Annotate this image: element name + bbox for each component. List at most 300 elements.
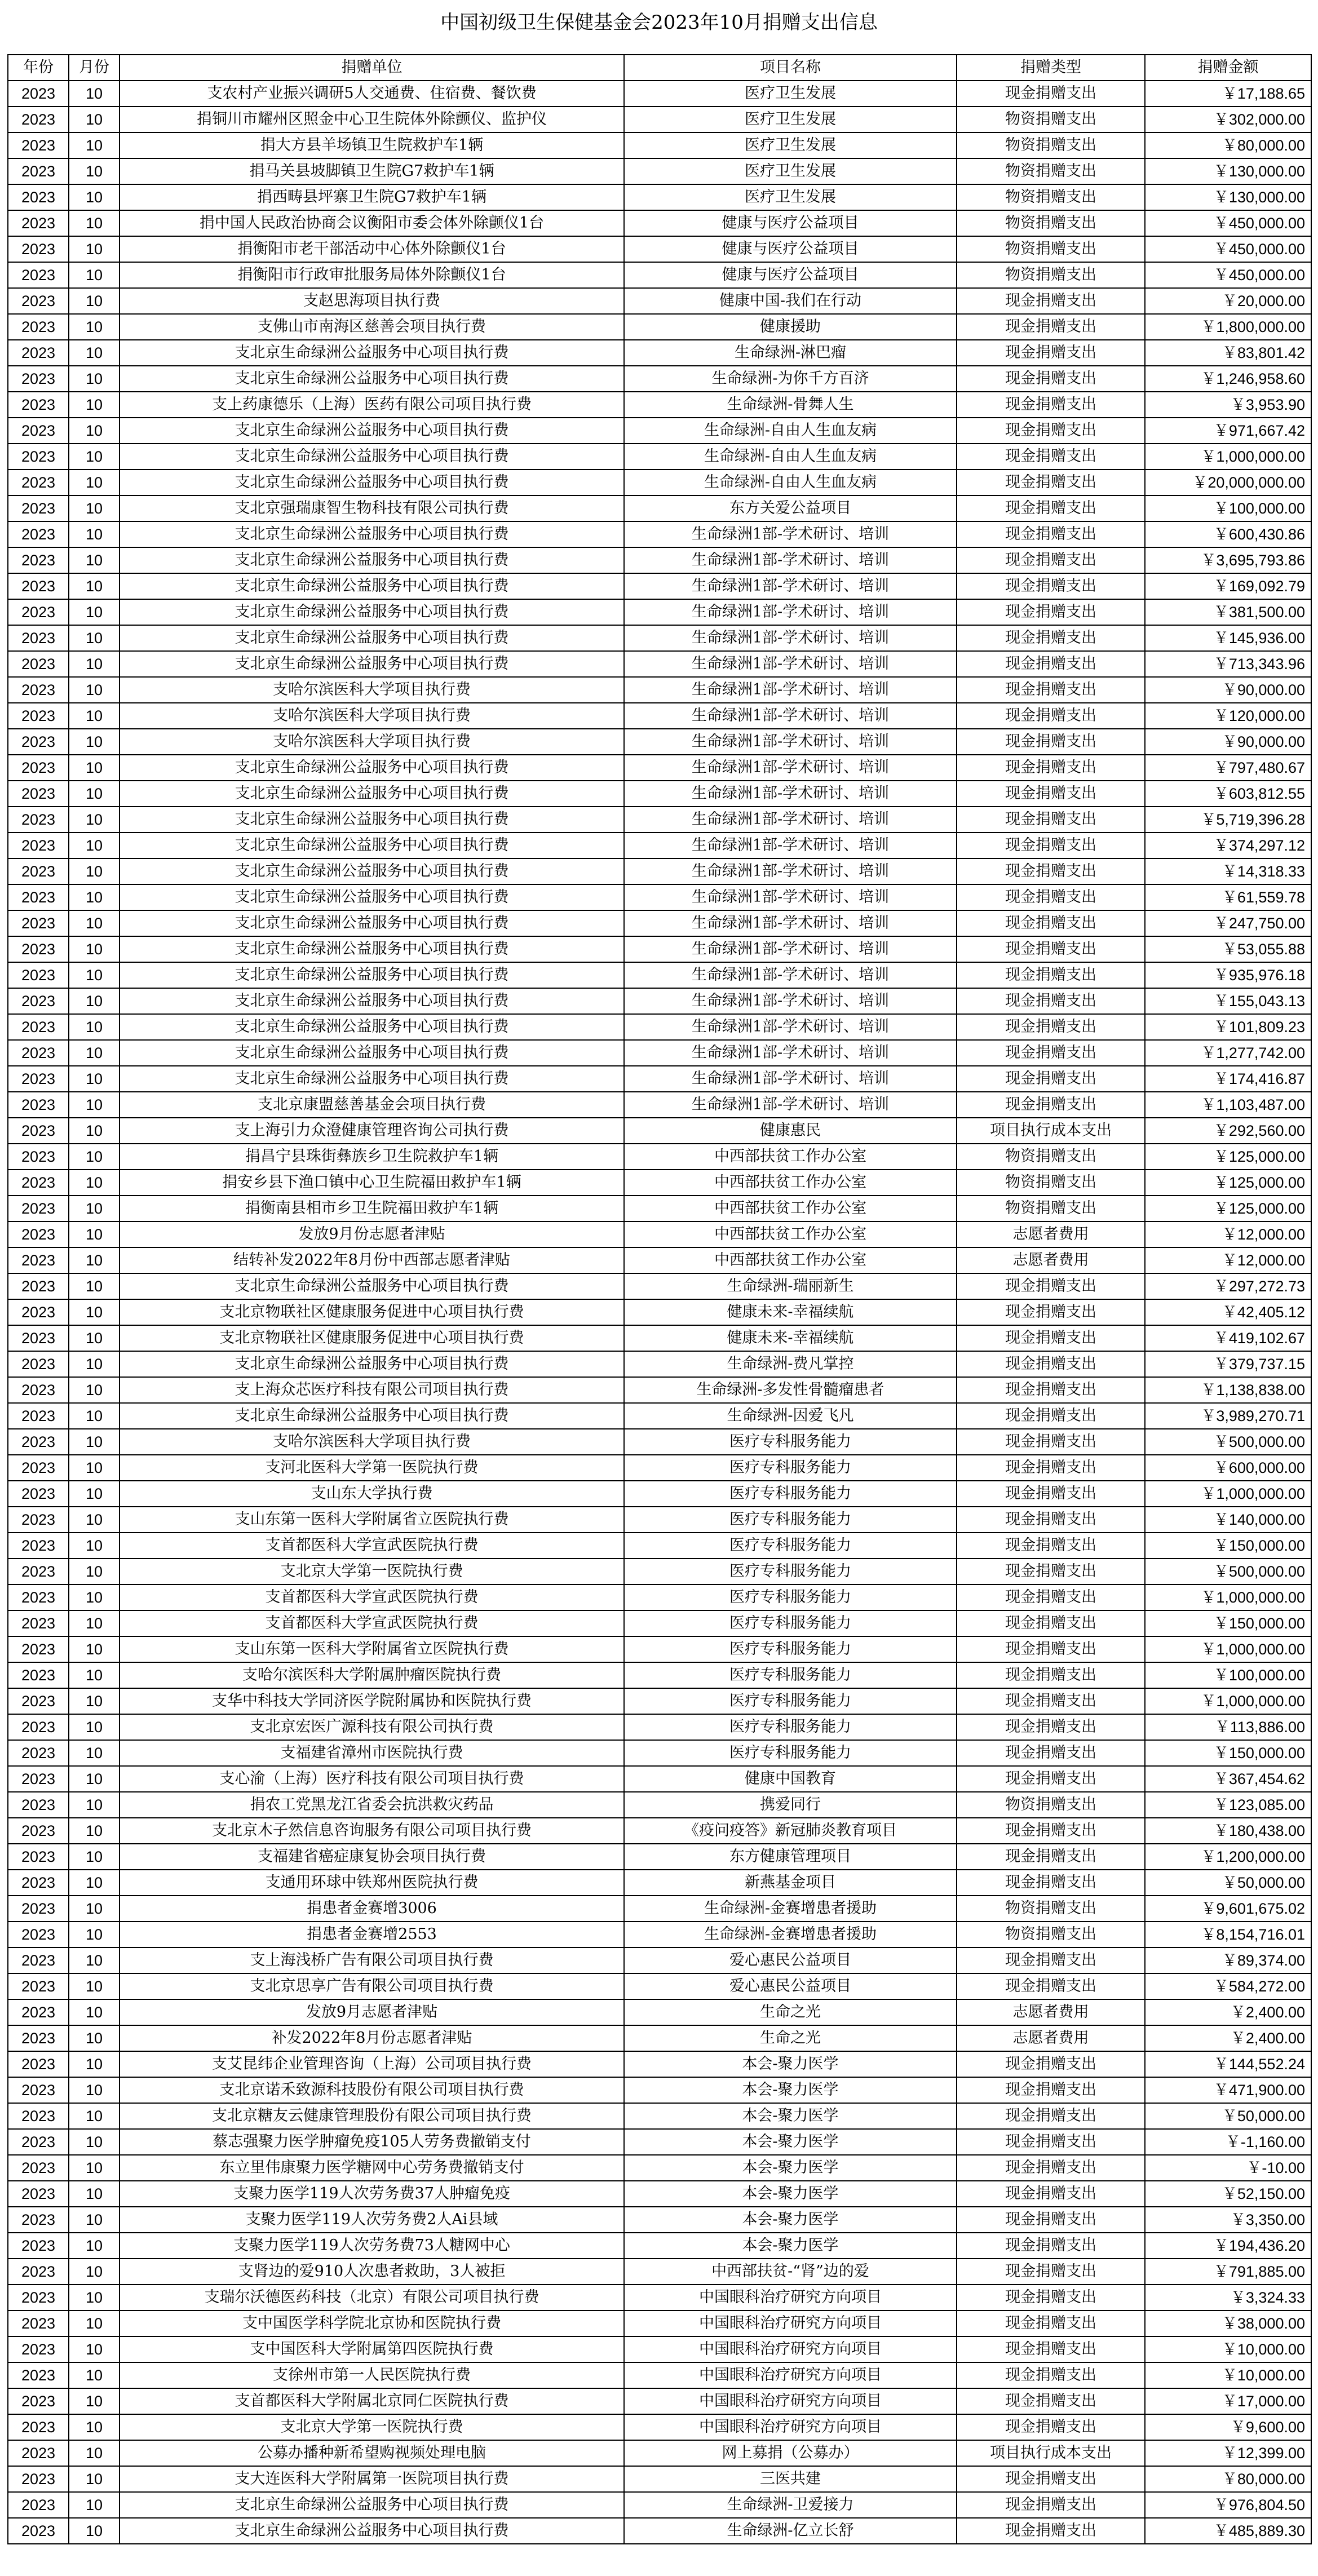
amount-cell: ￥42,405.12 (1145, 1299, 1311, 1325)
table-row (8, 962, 1311, 988)
month-cell: 10 (69, 807, 120, 833)
donor-cell: 支北京大学第一医院执行费 (120, 1559, 624, 1584)
table-row (8, 1014, 1311, 1040)
month-cell: 10 (69, 1273, 120, 1299)
month-cell: 10 (69, 2440, 120, 2466)
donor-cell: 支北京生命绿洲公益服务中心项目执行费 (120, 936, 624, 962)
amount-cell: ￥603,812.55 (1145, 781, 1311, 807)
type-cell: 现金捐赠支出 (957, 807, 1145, 833)
donor-cell: 支北京生命绿洲公益服务中心项目执行费 (120, 2492, 624, 2518)
project-cell: 中国眼科治疗研究方向项目 (624, 2362, 957, 2388)
table-row (8, 2103, 1311, 2129)
amount-cell: ￥584,272.00 (1145, 1973, 1311, 1999)
donor-cell: 补发2022年8月份志愿者津贴 (120, 2025, 624, 2051)
year-cell: 2023 (8, 107, 69, 132)
donor-cell: 捐安乡县下渔口镇中心卫生院福田救护车1辆 (120, 1170, 624, 1196)
type-cell: 现金捐赠支出 (957, 1455, 1145, 1481)
month-cell: 10 (69, 1429, 120, 1455)
type-cell: 现金捐赠支出 (957, 651, 1145, 677)
year-cell: 2023 (8, 2466, 69, 2492)
year-cell: 2023 (8, 1610, 69, 1636)
donor-cell: 支北京生命绿洲公益服务中心项目执行费 (120, 547, 624, 573)
project-cell: 健康中国教育 (624, 1766, 957, 1792)
donor-cell: 捐衡阳市行政审批服务局体外除颤仪1台 (120, 262, 624, 288)
amount-cell: ￥1,103,487.00 (1145, 1092, 1311, 1118)
project-cell: 新燕基金项目 (624, 1870, 957, 1896)
table-row (8, 1403, 1311, 1429)
month-cell: 10 (69, 2207, 120, 2233)
donor-cell: 支北京生命绿洲公益服务中心项目执行费 (120, 988, 624, 1014)
project-cell: 生命绿洲1部-学术研讨、培训 (624, 781, 957, 807)
month-cell: 10 (69, 755, 120, 781)
amount-cell: ￥140,000.00 (1145, 1507, 1311, 1533)
project-cell: 医疗专科服务能力 (624, 1740, 957, 1766)
donor-cell: 捐衡阳市老干部活动中心体外除颤仪1台 (120, 236, 624, 262)
table-row (8, 677, 1311, 703)
month-cell: 10 (69, 132, 120, 158)
month-cell: 10 (69, 521, 120, 547)
donor-cell: 捐马关县坡脚镇卫生院G7救护车1辆 (120, 158, 624, 184)
amount-cell: ￥101,809.23 (1145, 1014, 1311, 1040)
year-cell: 2023 (8, 1688, 69, 1714)
project-cell: 生命绿洲1部-学术研讨、培训 (624, 599, 957, 625)
month-cell: 10 (69, 81, 120, 107)
project-cell: 医疗专科服务能力 (624, 1559, 957, 1584)
donor-cell: 支聚力医学119人次劳务费73人糖网中心 (120, 2233, 624, 2259)
table-row (8, 884, 1311, 910)
table-row (8, 495, 1311, 521)
type-cell: 现金捐赠支出 (957, 366, 1145, 392)
year-cell: 2023 (8, 2518, 69, 2544)
project-cell: 健康与医疗公益项目 (624, 236, 957, 262)
project-cell: 生命绿洲-亿立长舒 (624, 2518, 957, 2544)
donor-cell: 支北京生命绿洲公益服务中心项目执行费 (120, 910, 624, 936)
table-row (8, 1247, 1311, 1273)
table-row (8, 340, 1311, 366)
project-cell: 生命绿洲1部-学术研讨、培训 (624, 833, 957, 858)
type-cell: 物资捐赠支出 (957, 262, 1145, 288)
type-cell: 现金捐赠支出 (957, 573, 1145, 599)
year-cell: 2023 (8, 1429, 69, 1455)
table-row (8, 1714, 1311, 1740)
year-cell: 2023 (8, 1584, 69, 1610)
type-cell: 现金捐赠支出 (957, 936, 1145, 962)
project-cell: 生命绿洲-为你千方百济 (624, 366, 957, 392)
table-row (8, 314, 1311, 340)
type-cell: 现金捐赠支出 (957, 1299, 1145, 1325)
amount-cell: ￥450,000.00 (1145, 236, 1311, 262)
project-cell: 中国眼科治疗研究方向项目 (624, 2285, 957, 2311)
project-cell: 健康援助 (624, 314, 957, 340)
year-cell: 2023 (8, 1818, 69, 1844)
type-cell: 现金捐赠支出 (957, 81, 1145, 107)
type-cell: 项目执行成本支出 (957, 2440, 1145, 2466)
table-row (8, 2388, 1311, 2414)
month-cell: 10 (69, 1092, 120, 1118)
project-cell: 东方健康管理项目 (624, 1844, 957, 1870)
amount-cell: ￥381,500.00 (1145, 599, 1311, 625)
donor-cell: 捐患者金赛增3006 (120, 1896, 624, 1922)
amount-cell: ￥90,000.00 (1145, 729, 1311, 755)
amount-cell: ￥150,000.00 (1145, 1533, 1311, 1559)
table-row (8, 547, 1311, 573)
amount-cell: ￥150,000.00 (1145, 1740, 1311, 1766)
table-row (8, 2466, 1311, 2492)
table-row (8, 1584, 1311, 1610)
project-cell: 医疗专科服务能力 (624, 1533, 957, 1559)
amount-cell: ￥20,000.00 (1145, 288, 1311, 314)
donor-cell: 支北京大学第一医院执行费 (120, 2414, 624, 2440)
project-cell: 生命绿洲-自由人生血友病 (624, 470, 957, 495)
year-cell: 2023 (8, 547, 69, 573)
month-cell: 10 (69, 418, 120, 444)
project-cell: 网上募捐（公募办） (624, 2440, 957, 2466)
year-cell: 2023 (8, 1066, 69, 1092)
month-cell: 10 (69, 1870, 120, 1896)
type-cell: 现金捐赠支出 (957, 2466, 1145, 2492)
month-cell: 10 (69, 444, 120, 470)
project-cell: 医疗专科服务能力 (624, 1429, 957, 1455)
type-cell: 现金捐赠支出 (957, 1092, 1145, 1118)
type-cell: 志愿者费用 (957, 1247, 1145, 1273)
table-row (8, 573, 1311, 599)
project-cell: 《疫问疫答》新冠肺炎教育项目 (624, 1818, 957, 1844)
month-cell: 10 (69, 1221, 120, 1247)
table-row (8, 936, 1311, 962)
project-cell: 本会-聚力医学 (624, 2103, 957, 2129)
table-row (8, 1740, 1311, 1766)
table-row (8, 2077, 1311, 2103)
donor-cell: 支中国医学科学院北京协和医院执行费 (120, 2311, 624, 2336)
month-cell: 10 (69, 858, 120, 884)
type-cell: 现金捐赠支出 (957, 962, 1145, 988)
month-cell: 10 (69, 1118, 120, 1144)
table-row (8, 1844, 1311, 1870)
project-cell: 健康惠民 (624, 1118, 957, 1144)
project-cell: 本会-聚力医学 (624, 2155, 957, 2181)
table-row (8, 1688, 1311, 1714)
type-cell: 现金捐赠支出 (957, 288, 1145, 314)
month-cell: 10 (69, 2388, 120, 2414)
donor-cell: 支北京物联社区健康服务促进中心项目执行费 (120, 1299, 624, 1325)
donor-cell: 支北京生命绿洲公益服务中心项目执行费 (120, 521, 624, 547)
amount-cell: ￥130,000.00 (1145, 158, 1311, 184)
donor-cell: 支山东第一医科大学附属省立医院执行费 (120, 1507, 624, 1533)
amount-cell: ￥20,000,000.00 (1145, 470, 1311, 495)
type-cell: 现金捐赠支出 (957, 470, 1145, 495)
type-cell: 现金捐赠支出 (957, 625, 1145, 651)
type-cell: 物资捐赠支出 (957, 1896, 1145, 1922)
donor-cell: 支河北医科大学第一医院执行费 (120, 1455, 624, 1481)
month-cell: 10 (69, 2155, 120, 2181)
month-cell: 10 (69, 2336, 120, 2362)
type-cell: 物资捐赠支出 (957, 1144, 1145, 1170)
type-cell: 现金捐赠支出 (957, 2207, 1145, 2233)
donor-cell: 蔡志强聚力医学肿瘤免疫105人劳务费撤销支付 (120, 2129, 624, 2155)
year-cell: 2023 (8, 2181, 69, 2207)
project-cell: 医疗专科服务能力 (624, 1688, 957, 1714)
year-cell: 2023 (8, 366, 69, 392)
type-cell: 现金捐赠支出 (957, 1688, 1145, 1714)
table-row (8, 2207, 1311, 2233)
month-cell: 10 (69, 340, 120, 366)
amount-cell: ￥1,000,000.00 (1145, 1636, 1311, 1662)
donor-cell: 支北京生命绿洲公益服务中心项目执行费 (120, 833, 624, 858)
year-cell: 2023 (8, 1040, 69, 1066)
amount-cell: ￥169,092.79 (1145, 573, 1311, 599)
year-cell: 2023 (8, 521, 69, 547)
donor-cell: 支北京诺禾致源科技股份有限公司项目执行费 (120, 2077, 624, 2103)
amount-cell: ￥123,085.00 (1145, 1792, 1311, 1818)
table-row (8, 1118, 1311, 1144)
amount-cell: ￥38,000.00 (1145, 2311, 1311, 2336)
year-cell: 2023 (8, 1014, 69, 1040)
project-cell: 生命绿洲-因爱飞凡 (624, 1403, 957, 1429)
type-cell: 物资捐赠支出 (957, 1792, 1145, 1818)
donor-cell: 支北京生命绿洲公益服务中心项目执行费 (120, 366, 624, 392)
year-cell: 2023 (8, 444, 69, 470)
donor-cell: 支北京生命绿洲公益服务中心项目执行费 (120, 1040, 624, 1066)
year-cell: 2023 (8, 1273, 69, 1299)
project-cell: 医疗卫生发展 (624, 184, 957, 210)
project-cell: 本会-聚力医学 (624, 2207, 957, 2233)
year-cell: 2023 (8, 2414, 69, 2440)
amount-cell: ￥50,000.00 (1145, 1870, 1311, 1896)
amount-cell: ￥12,000.00 (1145, 1221, 1311, 1247)
month-cell: 10 (69, 1922, 120, 1948)
project-cell: 生命绿洲-金赛增患者援助 (624, 1922, 957, 1948)
donor-cell: 东立里伟康聚力医学糖网中心劳务费撤销支付 (120, 2155, 624, 2181)
amount-cell: ￥600,430.86 (1145, 521, 1311, 547)
type-cell: 现金捐赠支出 (957, 2077, 1145, 2103)
donor-cell: 支大连医科大学附属第一医院项目执行费 (120, 2466, 624, 2492)
month-cell: 10 (69, 547, 120, 573)
month-cell: 10 (69, 2285, 120, 2311)
amount-cell: ￥600,000.00 (1145, 1455, 1311, 1481)
month-cell: 10 (69, 1714, 120, 1740)
year-cell: 2023 (8, 2025, 69, 2051)
type-cell: 现金捐赠支出 (957, 418, 1145, 444)
year-cell: 2023 (8, 1948, 69, 1973)
year-cell: 2023 (8, 1092, 69, 1118)
donor-cell: 捐中国人民政治协商会议衡阳市委会体外除颤仪1台 (120, 210, 624, 236)
type-cell: 现金捐赠支出 (957, 2336, 1145, 2362)
type-cell: 物资捐赠支出 (957, 158, 1145, 184)
month-cell: 10 (69, 2466, 120, 2492)
type-cell: 现金捐赠支出 (957, 2051, 1145, 2077)
amount-cell: ￥485,889.30 (1145, 2518, 1311, 2544)
table-row (8, 651, 1311, 677)
type-cell: 物资捐赠支出 (957, 1196, 1145, 1221)
table-row (8, 1481, 1311, 1507)
type-cell: 现金捐赠支出 (957, 858, 1145, 884)
amount-cell: ￥1,246,958.60 (1145, 366, 1311, 392)
month-cell: 10 (69, 884, 120, 910)
project-cell: 医疗专科服务能力 (624, 1610, 957, 1636)
table-row (8, 1455, 1311, 1481)
amount-cell: ￥61,559.78 (1145, 884, 1311, 910)
year-cell: 2023 (8, 1870, 69, 1896)
amount-cell: ￥3,953.90 (1145, 392, 1311, 418)
donor-cell: 支山东第一医科大学附属省立医院执行费 (120, 1636, 624, 1662)
donor-cell: 支北京生命绿洲公益服务中心项目执行费 (120, 651, 624, 677)
type-cell: 现金捐赠支出 (957, 1014, 1145, 1040)
year-cell: 2023 (8, 392, 69, 418)
amount-cell: ￥80,000.00 (1145, 132, 1311, 158)
page-title: 中国初级卫生保健基金会2023年10月捐赠支出信息 (440, 11, 878, 34)
project-cell: 本会-聚力医学 (624, 2181, 957, 2207)
donor-cell: 支肾边的爱910人次患者救助，3人被拒 (120, 2259, 624, 2285)
project-cell: 生命之光 (624, 2025, 957, 2051)
type-cell: 项目执行成本支出 (957, 1118, 1145, 1144)
donor-cell: 支首都医科大学宣武医院执行费 (120, 1533, 624, 1559)
type-cell: 现金捐赠支出 (957, 1610, 1145, 1636)
type-cell: 现金捐赠支出 (957, 2414, 1145, 2440)
month-cell: 10 (69, 1533, 120, 1559)
type-cell: 现金捐赠支出 (957, 495, 1145, 521)
type-cell: 现金捐赠支出 (957, 1481, 1145, 1507)
amount-cell: ￥450,000.00 (1145, 210, 1311, 236)
donor-cell: 支北京物联社区健康服务促进中心项目执行费 (120, 1325, 624, 1351)
type-cell: 现金捐赠支出 (957, 1948, 1145, 1973)
donor-cell: 支徐州市第一人民医院执行费 (120, 2362, 624, 2388)
amount-cell: ￥113,886.00 (1145, 1714, 1311, 1740)
month-cell: 10 (69, 366, 120, 392)
year-cell: 2023 (8, 677, 69, 703)
donor-cell: 支北京生命绿洲公益服务中心项目执行费 (120, 573, 624, 599)
donor-cell: 支北京生命绿洲公益服务中心项目执行费 (120, 781, 624, 807)
month-cell: 10 (69, 781, 120, 807)
amount-cell: ￥2,400.00 (1145, 2025, 1311, 2051)
amount-cell: ￥3,350.00 (1145, 2207, 1311, 2233)
type-cell: 现金捐赠支出 (957, 781, 1145, 807)
amount-cell: ￥374,297.12 (1145, 833, 1311, 858)
amount-cell: ￥1,000,000.00 (1145, 1688, 1311, 1714)
project-cell: 生命之光 (624, 1999, 957, 2025)
type-cell: 现金捐赠支出 (957, 444, 1145, 470)
donor-cell: 支华中科技大学同济医学院附属协和医院执行费 (120, 1688, 624, 1714)
year-cell: 2023 (8, 988, 69, 1014)
project-cell: 生命绿洲1部-学术研讨、培训 (624, 962, 957, 988)
donor-cell: 支北京生命绿洲公益服务中心项目执行费 (120, 340, 624, 366)
amount-cell: ￥90,000.00 (1145, 677, 1311, 703)
type-cell: 现金捐赠支出 (957, 2388, 1145, 2414)
table-row (8, 1662, 1311, 1688)
type-cell: 现金捐赠支出 (957, 729, 1145, 755)
table-row (8, 781, 1311, 807)
project-cell: 本会-聚力医学 (624, 2233, 957, 2259)
amount-cell: ￥292,560.00 (1145, 1118, 1311, 1144)
table-row (8, 366, 1311, 392)
project-cell: 爱心惠民公益项目 (624, 1973, 957, 1999)
type-cell: 物资捐赠支出 (957, 210, 1145, 236)
year-cell: 2023 (8, 1922, 69, 1948)
type-cell: 物资捐赠支出 (957, 107, 1145, 132)
year-cell: 2023 (8, 936, 69, 962)
donor-cell: 捐农工党黑龙江省委会抗洪救灾药品 (120, 1792, 624, 1818)
project-cell: 生命绿洲-卫爱接力 (624, 2492, 957, 2518)
year-cell: 2023 (8, 2440, 69, 2466)
month-cell: 10 (69, 210, 120, 236)
year-cell: 2023 (8, 1403, 69, 1429)
month-cell: 10 (69, 1610, 120, 1636)
project-cell: 三医共建 (624, 2466, 957, 2492)
month-cell: 10 (69, 1481, 120, 1507)
donor-cell: 支北京生命绿洲公益服务中心项目执行费 (120, 858, 624, 884)
project-cell: 本会-聚力医学 (624, 2129, 957, 2155)
amount-cell: ￥-1,160.00 (1145, 2129, 1311, 2155)
project-cell: 中国眼科治疗研究方向项目 (624, 2336, 957, 2362)
table-row (8, 418, 1311, 444)
project-cell: 医疗专科服务能力 (624, 1481, 957, 1507)
month-cell: 10 (69, 2414, 120, 2440)
month-cell: 10 (69, 1455, 120, 1481)
donor-cell: 支北京生命绿洲公益服务中心项目执行费 (120, 1351, 624, 1377)
table-row (8, 158, 1311, 184)
project-cell: 生命绿洲1部-学术研讨、培训 (624, 521, 957, 547)
donor-cell: 支上药康德乐（上海）医药有限公司项目执行费 (120, 392, 624, 418)
project-cell: 生命绿洲1部-学术研讨、培训 (624, 988, 957, 1014)
amount-cell: ￥9,601,675.02 (1145, 1896, 1311, 1922)
project-cell: 生命绿洲1部-学术研讨、培训 (624, 910, 957, 936)
type-cell: 现金捐赠支出 (957, 1429, 1145, 1455)
donor-cell: 支北京生命绿洲公益服务中心项目执行费 (120, 884, 624, 910)
donor-cell: 支上海引力众澄健康管理咨询公司执行费 (120, 1118, 624, 1144)
month-cell: 10 (69, 1196, 120, 1221)
year-cell: 2023 (8, 1973, 69, 1999)
donor-cell: 支北京思享广告有限公司项目执行费 (120, 1973, 624, 1999)
amount-cell: ￥17,000.00 (1145, 2388, 1311, 2414)
project-cell: 中西部扶贫工作办公室 (624, 1221, 957, 1247)
type-cell: 现金捐赠支出 (957, 884, 1145, 910)
table-row (8, 236, 1311, 262)
table-row (8, 2259, 1311, 2285)
type-cell: 现金捐赠支出 (957, 1844, 1145, 1870)
amount-cell: ￥83,801.42 (1145, 340, 1311, 366)
month-cell: 10 (69, 833, 120, 858)
type-cell: 现金捐赠支出 (957, 833, 1145, 858)
amount-cell: ￥150,000.00 (1145, 1610, 1311, 1636)
month-cell: 10 (69, 1584, 120, 1610)
amount-cell: ￥247,750.00 (1145, 910, 1311, 936)
donor-cell: 捐昌宁县珠街彝族乡卫生院救护车1辆 (120, 1144, 624, 1170)
project-cell: 中西部扶贫工作办公室 (624, 1247, 957, 1273)
project-cell: 中国眼科治疗研究方向项目 (624, 2311, 957, 2336)
type-cell: 现金捐赠支出 (957, 1662, 1145, 1688)
month-cell: 10 (69, 2518, 120, 2544)
donor-cell: 支北京生命绿洲公益服务中心项目执行费 (120, 2518, 624, 2544)
amount-cell: ￥971,667.42 (1145, 418, 1311, 444)
amount-cell: ￥1,200,000.00 (1145, 1844, 1311, 1870)
type-cell: 志愿者费用 (957, 1221, 1145, 1247)
donor-cell: 支北京生命绿洲公益服务中心项目执行费 (120, 444, 624, 470)
amount-cell: ￥174,416.87 (1145, 1066, 1311, 1092)
table-row (8, 2051, 1311, 2077)
year-cell: 2023 (8, 781, 69, 807)
month-cell: 10 (69, 314, 120, 340)
table-row (8, 1351, 1311, 1377)
month-cell: 10 (69, 1766, 120, 1792)
type-cell: 物资捐赠支出 (957, 236, 1145, 262)
donor-cell: 捐铜川市耀州区照金中心卫生院体外除颤仪、监护仪 (120, 107, 624, 132)
amount-cell: ￥297,272.73 (1145, 1273, 1311, 1299)
amount-cell: ￥120,000.00 (1145, 703, 1311, 729)
month-cell: 10 (69, 2362, 120, 2388)
amount-cell: ￥1,800,000.00 (1145, 314, 1311, 340)
amount-cell: ￥302,000.00 (1145, 107, 1311, 132)
table-row (8, 625, 1311, 651)
project-cell: 健康中国-我们在行动 (624, 288, 957, 314)
